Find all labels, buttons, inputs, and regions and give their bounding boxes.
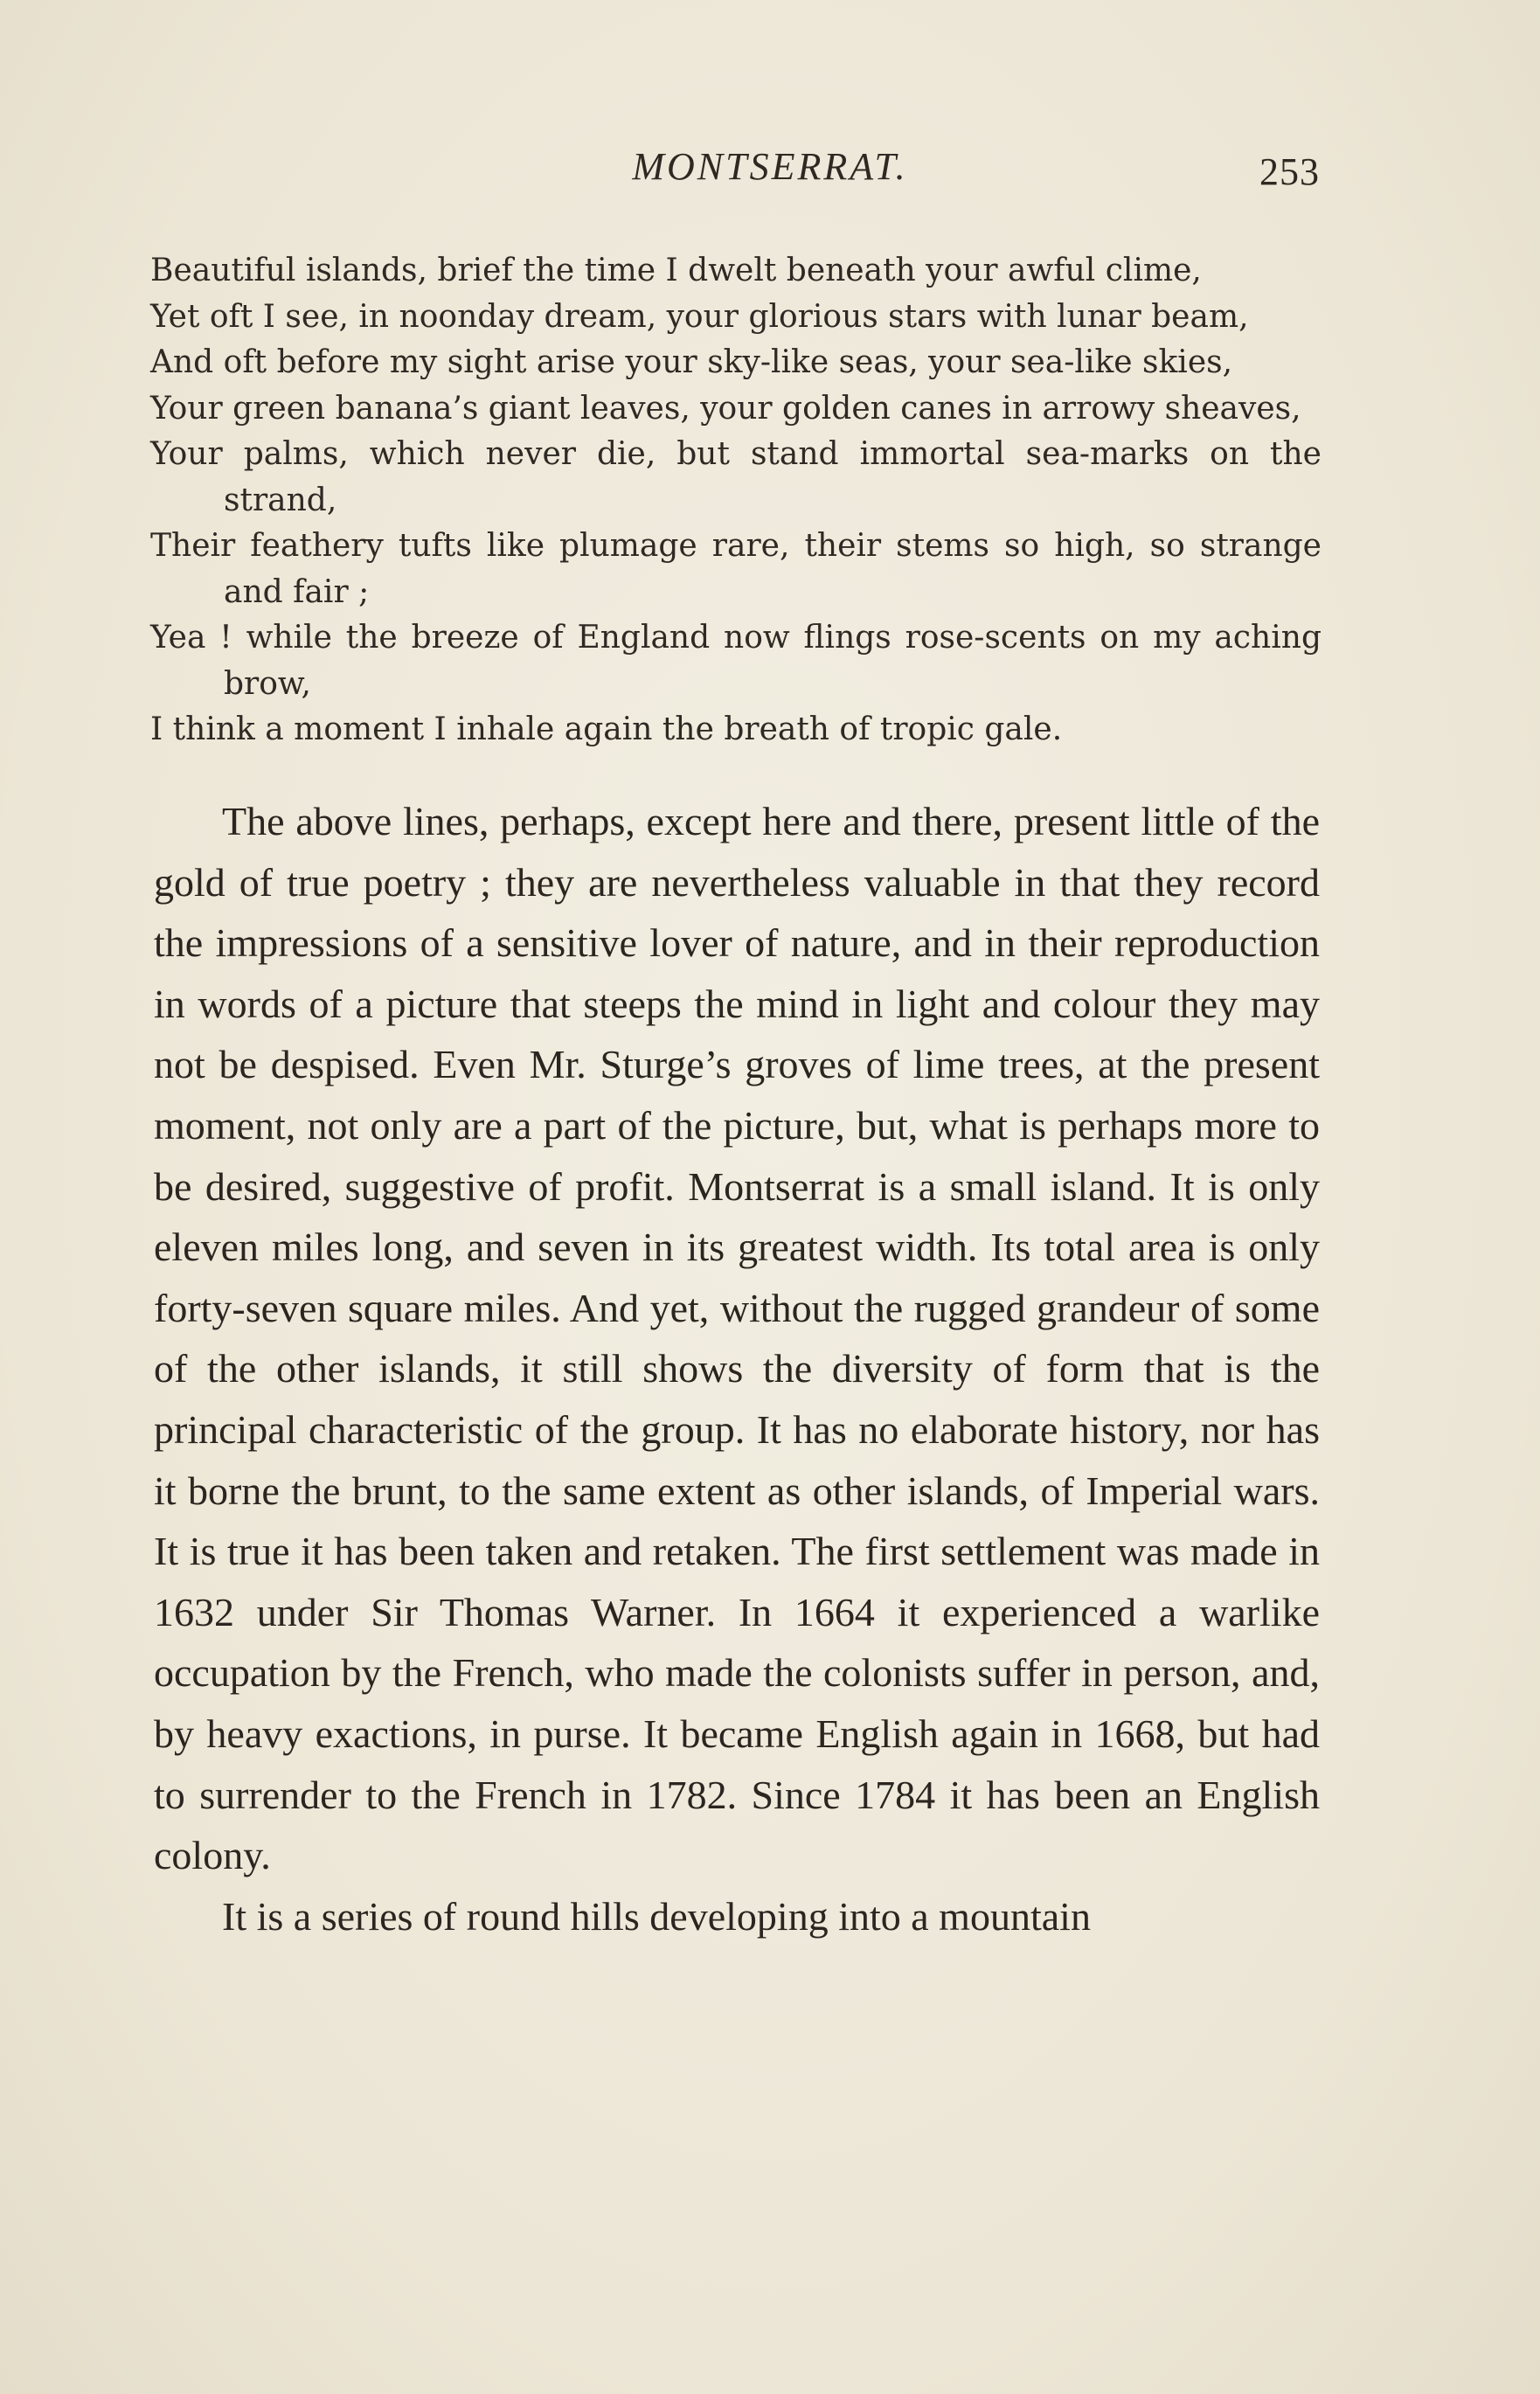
poem-line: Your palms, which never die, but stand immortal sea-marks on the strand, [150,436,1321,518]
page-number: 253 [1259,150,1320,193]
poem-line: Yea ! while the breeze of England now flings rose-scents on my aching brow, [150,620,1321,702]
poem-line: Their feathery tufts like plumage rare, their stems so high, so strange and fair ; [150,528,1321,610]
poem-block [150,248,1321,753]
running-title: MONTSERRAT. [632,145,908,188]
poem-line: And oft before my sight arise your sky-like seas, your sea-like skies, [150,344,1233,380]
body-text [154,791,1320,1946]
poem-line: Beautiful islands, brief the time I dwelt beneath your awful clime, [150,253,1202,288]
poem-line: I think a moment I inhale again the breath of tropic gale. [150,711,1063,747]
paragraph: It is a series of round hills developing into a mountain [222,1893,1091,1939]
poem-line: Yet oft I see, in noonday dream, your glorious stars with lunar beam, [150,298,1249,335]
poem-line: Your green banana’s giant leaves, your golden canes in arrowy sheaves, [150,390,1301,427]
running-head [0,144,1540,197]
paragraph: The above lines, perhaps, except here and there, present little of the gold of true poetry ; they are nevertheless valuable in that they record the impressions of a sensitive lover of nature, and in their reproduction in words of a picture that steeps the mind in light and colour they may not be despised. Even Mr. Sturge’s groves of lime trees, at the present moment, not only are a part of the picture, but, what is perhaps more to be desired, suggestive of profit. Montserrat is a small island. It is only eleven miles long, and seven in its greatest width. Its total area is only forty-seven square miles. And yet, without the rugged grandeur of some of the other islands, it still shows the diversity of form that is the principal characteristic of the group. It has no elaborate history, nor has it borne the brunt, to the same extent as other islands, of Imperial wars. It is true it has been taken and retaken. The first settlement was made in 1632 under Sir Thomas Warner. In 1664 it experienced a warlike occupation by the French, who made the colonists suffer in person, and, by heavy exactions, in purse. It became English again in 1668, but had to surrender to the French in 1782. Since 1784 it has been an English colony. [154,799,1320,1878]
